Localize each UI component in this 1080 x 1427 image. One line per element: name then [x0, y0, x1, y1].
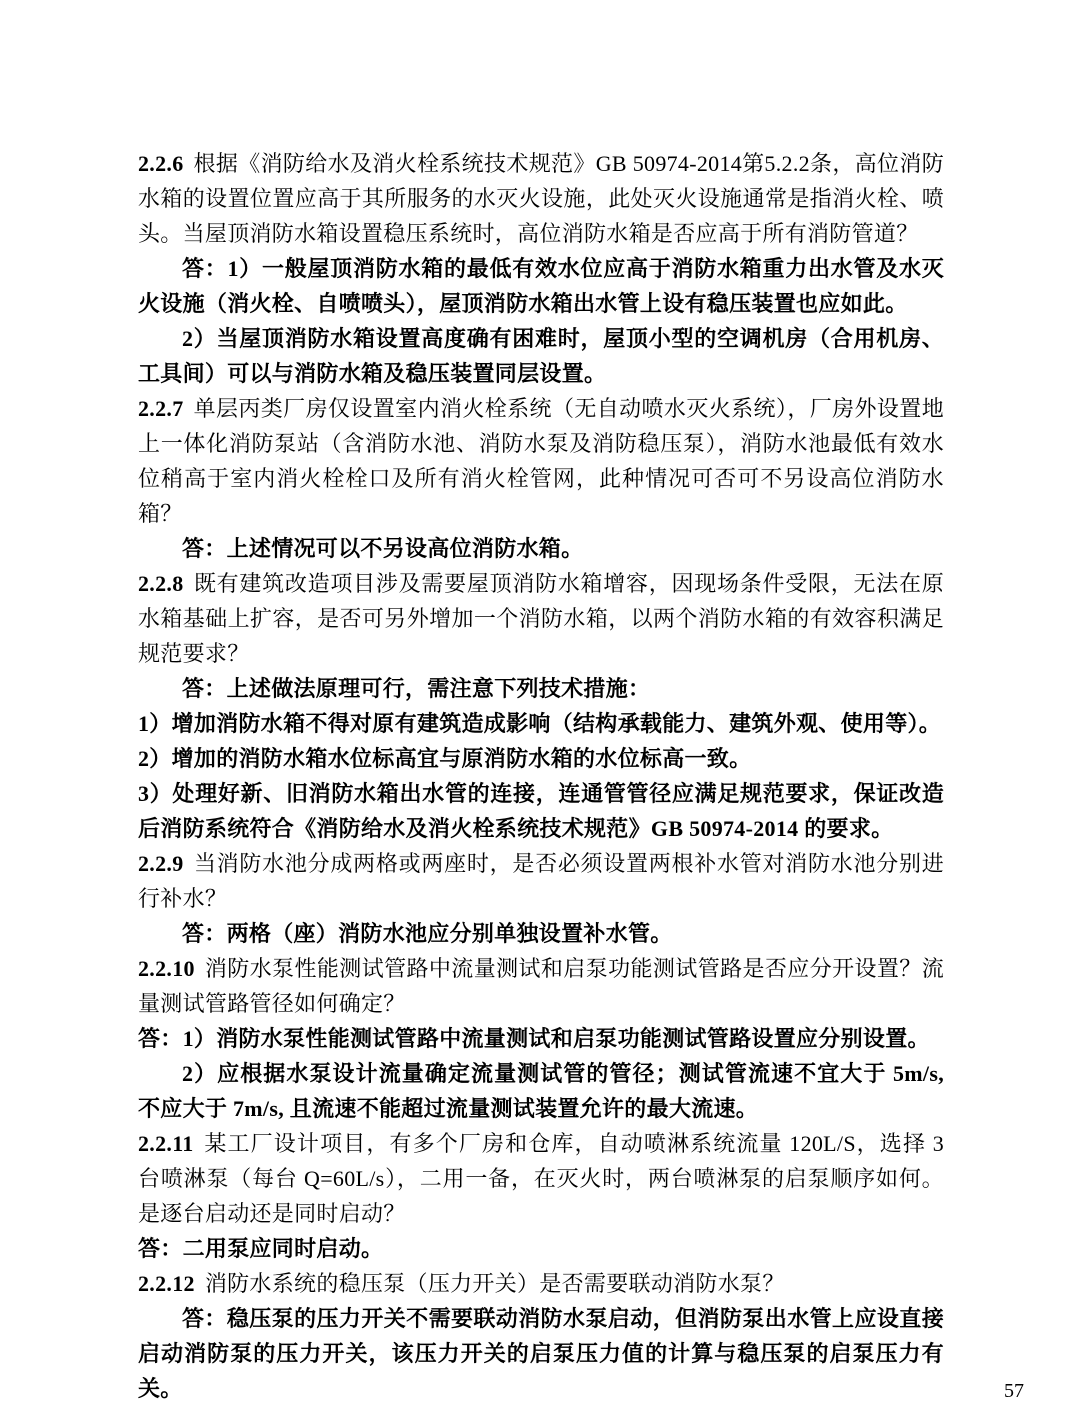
page-number: 57: [1004, 1380, 1024, 1402]
question-number: 2.2.7: [138, 396, 184, 421]
question-number: 2.2.9: [138, 851, 184, 876]
paragraph: [138, 1301, 944, 1406]
paragraph: [138, 776, 944, 846]
paragraph-text: 当消防水池分成两格或两座时，是否必须设置两根补水管对消防水池分别进行补水？: [138, 851, 944, 911]
paragraph-text: 1）增加消防水箱不得对原有建筑造成影响（结构承载能力、建筑外观、使用等）。: [138, 711, 942, 736]
paragraph-text: 2）当屋顶消防水箱设置高度确有困难时，屋顶小型的空调机房（合用机房、工具间）可以与消防水箱及稳压装置同层设置。: [138, 326, 944, 386]
paragraph-text: 答：二用泵应同时启动。: [138, 1236, 384, 1261]
paragraph: [138, 706, 944, 741]
paragraph: [138, 1021, 944, 1056]
paragraph-text: 3）处理好新、旧消防水箱出水管的连接，连通管管径应满足规范要求，保证改造后消防系统符合《消防给水及消火栓系统技术规范》GB 50974-2014 的要求。: [138, 781, 944, 841]
document-page: [138, 146, 944, 1406]
paragraph: [138, 916, 944, 951]
paragraph: [138, 1266, 944, 1301]
question-number: 2.2.12: [138, 1271, 195, 1296]
paragraph: [138, 951, 944, 1021]
question-number: 2.2.11: [138, 1131, 194, 1156]
paragraph-text: 答：两格（座）消防水池应分别单独设置补水管。: [182, 921, 673, 946]
paragraph: [138, 531, 944, 566]
paragraph-text: 答：1）消防水泵性能测试管路中流量测试和启泵功能测试管路设置应分别设置。: [138, 1026, 930, 1051]
question-number: 2.2.10: [138, 956, 195, 981]
paragraph: [138, 251, 944, 321]
paragraph: [138, 321, 944, 391]
paragraph: [138, 566, 944, 671]
paragraph: [138, 846, 944, 916]
paragraph: [138, 671, 944, 706]
paragraph: [138, 1126, 944, 1231]
paragraph-list: [138, 146, 944, 1406]
paragraph: [138, 1056, 944, 1126]
paragraph-text: 2）增加的消防水箱水位标高宜与原消防水箱的水位标高一致。: [138, 746, 752, 771]
paragraph: [138, 741, 944, 776]
paragraph-text: 单层丙类厂房仅设置室内消火栓系统（无自动喷水灭火系统），厂房外设置地上一体化消防泵站（含消防水池、消防水泵及消防稳压泵），消防水池最低有效水位稍高于室内消火栓栓口及所有消火栓管网，此种情况可否可不另设高位消防水箱？: [138, 396, 944, 526]
paragraph-text: 某工厂设计项目，有多个厂房和仓库，自动喷淋系统流量 120L/S，选择 3 台喷淋泵（每台 Q=60L/s），二用一备，在灭火时，两台喷淋泵的启泵顺序如何。是逐台启动还是同时启动？: [138, 1131, 944, 1226]
paragraph-text: 根据《消防给水及消火栓系统技术规范》GB 50974-2014第5.2.2条，高位消防水箱的设置位置应高于其所服务的水灭火设施，此处灭火设施通常是指消火栓、喷头。当屋顶消防水箱设置稳压系统时，高位消防水箱是否应高于所有消防管道？: [138, 151, 944, 246]
paragraph-text: 既有建筑改造项目涉及需要屋顶消防水箱增容，因现场条件受限，无法在原水箱基础上扩容，是否可另外增加一个消防水箱，以两个消防水箱的有效容积满足规范要求？: [138, 571, 944, 666]
question-number: 2.2.6: [138, 151, 184, 176]
question-number: 2.2.8: [138, 571, 184, 596]
paragraph-text: 答：上述情况可以不另设高位消防水箱。: [182, 536, 584, 561]
paragraph-text: 消防水系统的稳压泵（压力开关）是否需要联动消防水泵？: [204, 1271, 785, 1296]
paragraph-text: 消防水泵性能测试管路中流量测试和启泵功能测试管路是否应分开设置？流量测试管路管径如何确定？: [138, 956, 944, 1016]
paragraph-text: 答：上述做法原理可行，需注意下列技术措施：: [182, 676, 651, 701]
paragraph: [138, 1231, 944, 1266]
paragraph: [138, 391, 944, 531]
paragraph-text: 2）应根据水泵设计流量确定流量测试管的管径；测试管流速不宜大于 5m/s, 不应大于 7m/s, 且流速不能超过流量测试装置允许的最大流速。: [138, 1061, 944, 1121]
paragraph-text: 答：稳压泵的压力开关不需要联动消防水泵启动，但消防泵出水管上应设直接启动消防泵的压力开关，该压力开关的启泵压力值的计算与稳压泵的启泵压力有关。: [138, 1306, 944, 1401]
paragraph: [138, 146, 944, 251]
paragraph-text: 答：1）一般屋顶消防水箱的最低有效水位应高于消防水箱重力出水管及水灭火设施（消火栓、自喷喷头），屋顶消防水箱出水管上设有稳压装置也应如此。: [138, 256, 944, 316]
